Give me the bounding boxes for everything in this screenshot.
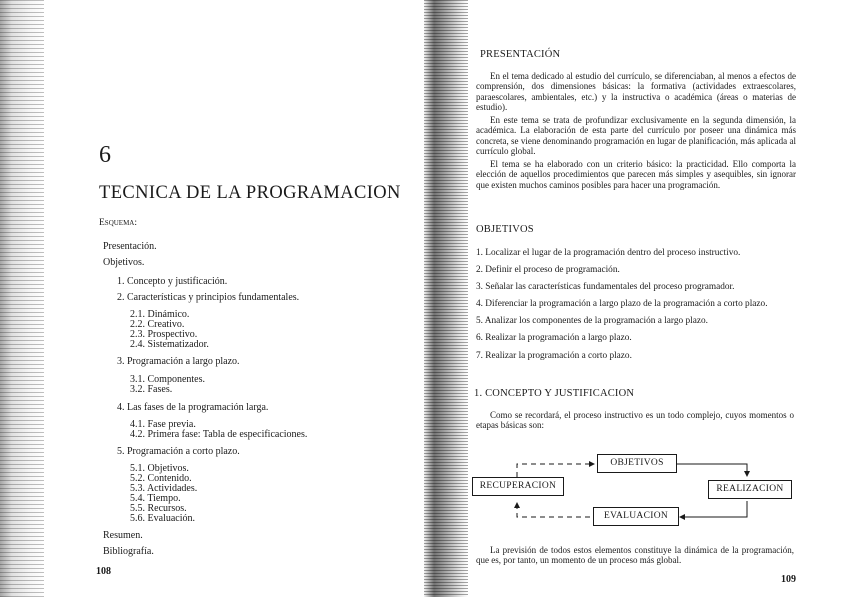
- outline-item: 5.5. Recursos.: [130, 503, 187, 514]
- evaluacion-box: EVALUACION: [593, 507, 679, 526]
- outline-item: 3.2. Fases.: [130, 384, 173, 395]
- objetivo-item: 7. Realizar la programación a corto plazo.: [476, 350, 632, 361]
- arrow-evaluacion-recuperacion: [517, 503, 590, 517]
- presentacion-paragraph: En el tema dedicado al estudio del currículo, se diferenciaban, al menos a efectos de comprensión, dos dimensiones básicas: la formativa (actividades extraescolares, paraescolares, ambientales, etc.) y la instructiva o académica (áreas o materias de estudio).: [476, 71, 796, 113]
- esquema-label: Esquema:: [99, 218, 138, 228]
- outline-item: 4.1. Fase previa.: [130, 419, 196, 430]
- objetivos-list: [476, 248, 796, 368]
- page-number-right: 109: [781, 574, 796, 585]
- process-cycle-diagram: [472, 448, 802, 530]
- arrow-recuperacion-objetivos: [517, 464, 594, 477]
- concepto-heading: 1. CONCEPTO Y JUSTIFICACION: [474, 388, 635, 399]
- outline-item: 2.3. Prospectivo.: [130, 329, 198, 340]
- right-page: [424, 0, 848, 597]
- outline-item: 5.1. Objetivos.: [130, 463, 189, 474]
- objetivo-item: 2. Definir el proceso de programación.: [476, 265, 620, 276]
- outline-item: Objetivos.: [103, 257, 145, 268]
- outline-item: Presentación.: [103, 241, 157, 252]
- outline-item: Bibliografía.: [103, 546, 154, 557]
- objetivo-item: 4. Diferenciar la programación a largo plazo de la programación a corto plazo.: [476, 299, 768, 310]
- objetivo-item: 1. Localizar el lugar de la programación dentro del proceso instructivo.: [476, 248, 741, 258]
- outline-item: 2.2. Creativo.: [130, 319, 185, 330]
- presentacion-paragraph: El tema se ha elaborado con un criterio básico: la practicidad. Ello comporta la elección de aquellos procedimientos que parecen más simples y asequibles, sin ignorar que existen muchos caminos posibles para hacer una programación.: [476, 159, 796, 190]
- outline-item: 2. Características y principios fundamentales.: [117, 292, 300, 303]
- realizacion-box: REALIZACION: [708, 480, 792, 499]
- outline-item: 5. Programación a corto plazo.: [117, 446, 240, 457]
- outline-item: 5.6. Evaluación.: [130, 513, 195, 524]
- objetivo-item: 3. Señalar las características fundamentales del proceso programador.: [476, 282, 735, 293]
- objetivo-item: 6. Realizar la programación a largo plazo.: [476, 333, 632, 344]
- outline-item: 3.1. Componentes.: [130, 374, 205, 385]
- closing-paragraph: La previsión de todos estos elementos constituye la dinámica de la programación, que es, por tanto, un momento de un proceso más global.: [476, 545, 794, 566]
- outline-item: 2.1. Dinámico.: [130, 309, 190, 320]
- chapter-number: 6: [99, 142, 111, 168]
- chapter-title: TECNICA DE LA PROGRAMACION: [99, 183, 401, 203]
- outline-item: 2.4. Sistematizador.: [130, 339, 209, 350]
- recuperacion-box: RECUPERACION: [472, 477, 564, 496]
- outline-item: 5.2. Contenido.: [130, 473, 192, 484]
- outline-item: 3. Programación a largo plazo.: [117, 356, 240, 367]
- arrow-objetivos-realizacion: [676, 464, 747, 476]
- outline-item: Resumen.: [103, 530, 143, 541]
- presentacion-paragraph: En este tema se trata de profundizar exclusivamente en la segunda dimensión, la académica. La elaboración de esta parte del currículo por poseer una dinámica más concreta, se viene denominando programación en lugar de planificación, más aplicada al currículo global.: [476, 115, 796, 157]
- outline-item: 4. Las fases de la programación larga.: [117, 402, 269, 413]
- presentacion-heading: PRESENTACIÓN: [480, 49, 561, 60]
- outline-item: 5.4. Tiempo.: [130, 493, 181, 504]
- objetivos-box: OBJETIVOS: [597, 454, 677, 473]
- page-number-left: 108: [96, 566, 111, 577]
- objetivo-item: 5. Analizar los componentes de la programación a largo plazo.: [476, 316, 708, 327]
- outline-item: 4.2. Primera fase: Tabla de especificaciones.: [130, 429, 308, 440]
- arrow-realizacion-evaluacion: [680, 501, 747, 517]
- objetivos-heading: OBJETIVOS: [476, 224, 534, 235]
- outline-item: 5.3. Actividades.: [130, 483, 198, 494]
- concepto-paragraph: Como se recordará, el proceso instructivo es un todo complejo, cuyos momentos o etapas básicas son:: [476, 410, 794, 431]
- outline-item: 1. Concepto y justificación.: [117, 276, 228, 287]
